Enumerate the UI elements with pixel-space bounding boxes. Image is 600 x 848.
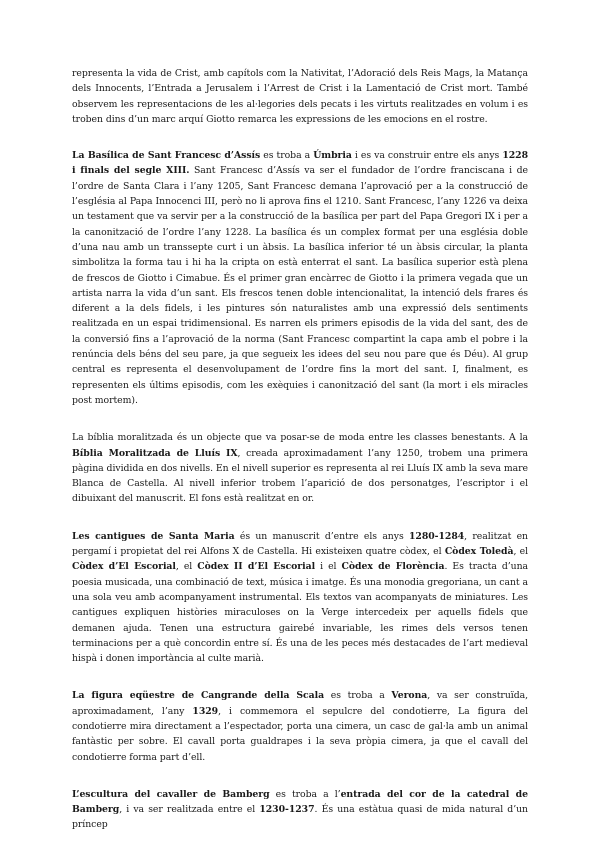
bold-text-run: Còdex II d’El Escorial [197, 561, 316, 573]
bold-text-run: Verona [391, 690, 428, 702]
text-run: , i commemora el sepulcre del condotierre, La figura del condotierre mira directament a l’espectador, porta una cimera, un casc de gal·la amb un animal fantàstic per sobre. El cavall porta gualdrapes i la seva pròpia cimera, ja que el cavall del condotierre forma part d’ell. [72, 705, 529, 763]
paragraph-cantigues-santa-maria [72, 529, 528, 667]
text-run: es troba a [324, 690, 392, 702]
bold-text-run: La figura eqüestre de Cangrande della Scala [72, 690, 325, 702]
bold-text-run: 1228 i finals del segle XIII. [72, 150, 529, 177]
bold-text-run: Bíblia Moralitzada de Lluís IX [72, 447, 238, 459]
paragraph-biblia-moralitzada [72, 430, 528, 506]
text-run: , va ser construïda, aproximadament, l’any [72, 690, 528, 717]
text-run: és un manuscrit d’entre els anys [234, 530, 409, 542]
bold-text-run: 1230-1237 [259, 804, 315, 816]
text-run: Sant Francesc d’Assís va ser el fundador de l’ordre franciscana i de l’ordre de Santa Clara i l’any 1205, Sant Francesc demana l’aprovació per a la construcció de l’església al Papa Innocenci III, però no li aprova fins el 1210. Sant Francesc, l’any 1226 va deixa un testament que va servir per a la construcció de la basílica per part del Papa Gregori IX i per a la canonització de l’ordre l’any 1228. La basílica és un complex format per una església doble d’una nau amb un transsepte curt i un àbsis. La basílica inferior té un àbsis circular, la planta simbolitza la forma tau i hi ha la cripta on està enterrat el sant. La basílica superior està plena de frescos de Giotto i Cimabue. És el primer gran encàrrec de Giotto i la primera vegada que un artista narra la vida d’un sant. Els frescos tenen doble intencionalitat, la intenció dels frares és diferent a la dels fidels, i les pintures són naturalistes amb una expressió dels sentiments realitzada en un espai tridimensional. Es narren els primers episodis de la vida del sant, des de la conversió fins a l’aprovació de la norma (Sant Francesc compartint la capa amb el pobre i la renúncia dels béns del seu pare, ja que segueix les idees del seu nou pare que és Déu). Al grup central es representa el desenvolupament de l’ordre fins la mort del sant. I, finalment, es representen els últims episodis, com les exèquies i canonització del sant (la mort i els miracles post mortem). [72, 165, 528, 406]
paragraph-giotto-padua [72, 66, 528, 127]
text-run: representa la vida de Crist, amb capítols com la Nativitat, l’Adoració dels Reis Mags, la Matança dels Innocents, l’Entrada a Jerusalem i l’Arrest de Crist i la Lamentació de Crist mort. També observem les representacions de les al·legories dels pecats i les virtuts realitzades en volum i es troben dins d’un marc arquí Giotto remarca les expressions de les emocions en el rostre. [72, 68, 528, 125]
text-run: La bíblia moralitzada és un objecte que va posar-se de moda entre les classes benestants. A la [72, 432, 528, 444]
text-run: , realitzat en pergamí i propietat del rei Alfons X de Castella. Hi existeixen quatre còdex, el [72, 530, 528, 558]
text-run: . És una estàtua quasi de mida natural d’un príncep [72, 804, 528, 831]
bold-text-run: La Basílica de Sant Francesc d’Assís [72, 150, 261, 162]
bold-text-run: Còdex de Florència [341, 561, 445, 573]
bold-text-run: Úmbria [313, 150, 352, 162]
bold-text-run: Còdex Toledà [444, 546, 514, 558]
paragraph-cangrande-della-scala [72, 688, 528, 764]
text-run: es troba a [260, 150, 314, 162]
bold-text-run: Còdex d’El Escorial [72, 561, 176, 573]
text-run: . Es tracta d’una poesia musicada, una combinació de text, música i imatge. És una monodia gregoriana, un cant a una sola veu amb acompanyament instrumental. Els textos van acompanyats de miniatures. Les cantigues expliquen històries miraculoses on la Verge intercedeix per aquells fidels que demanen ajuda. Tenen una estructura gairebé invariable, les rimes dels versos tenen terminacions per a què concordin entre sí. És una de les peces més destacades de l’art medieval hispà i donen importància al culte marià. [72, 561, 529, 665]
text-run: , i va ser realitzada entre el [119, 804, 260, 816]
bold-text-run: 1329 [192, 705, 219, 717]
text-run: , el [513, 546, 529, 558]
paragraph-cavaller-bamberg [72, 787, 528, 833]
text-run: es troba a l’ [269, 788, 341, 800]
text-run: , el [175, 561, 198, 573]
bold-text-run: L’escultura del cavaller de Bamberg [72, 788, 270, 800]
bold-text-run: entrada del cor de la catedral de Bamberg [72, 788, 528, 816]
text-run: i el [315, 561, 342, 573]
bold-text-run: Les cantigues de Santa Maria [72, 530, 235, 542]
paragraph-basilica-assis [72, 148, 528, 408]
bold-text-run: 1280-1284 [409, 530, 465, 542]
text-run: i es va construir entre els anys [351, 150, 503, 162]
text-run: , creada aproximadament l’any 1250, trobem una primera pàgina dividida en dos nivells. En el nivell superior es representa al rei Lluís IX amb la seva mare Blanca de Castella. Al nivell inferior trobem l’aparició de dos personatges, l’escriptor i el dibuixant del manuscrit. El fons està realitzat en or. [72, 447, 528, 505]
